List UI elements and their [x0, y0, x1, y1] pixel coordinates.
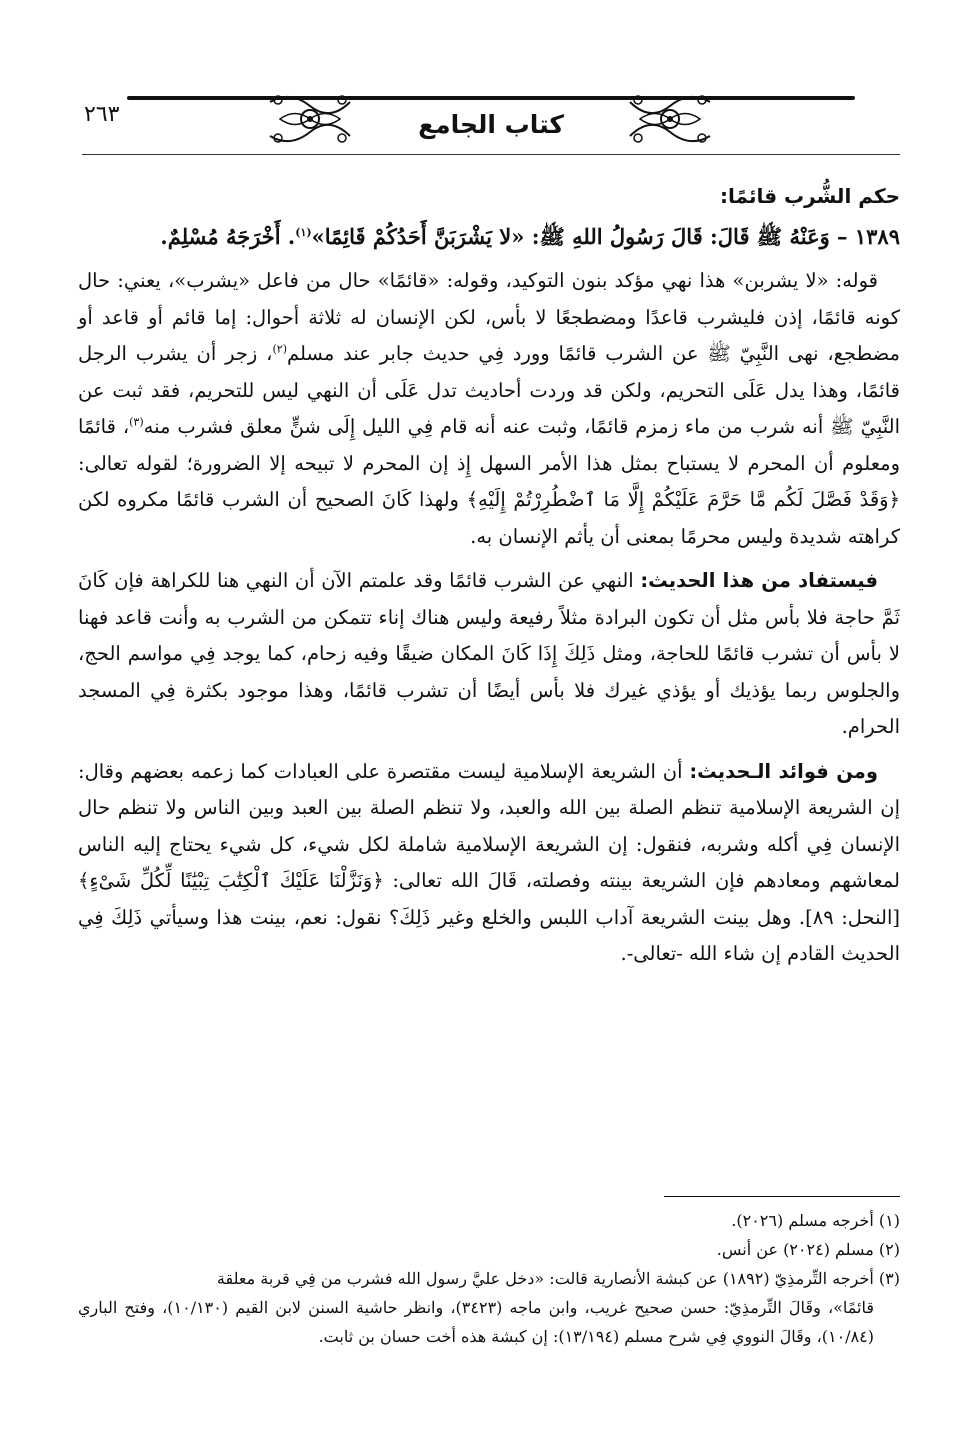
- commentary-paragraph-3: [78, 754, 900, 973]
- header-top-rule: [127, 96, 855, 100]
- commentary-paragraph-1: [78, 263, 900, 555]
- ornament-right-icon: [620, 88, 720, 150]
- header-bottom-rule: [82, 154, 900, 155]
- p3-part-b: . وهل بينت الشريعة آداب اللبس والخلع وغير ذَلِكَ؟ نقول: نعم، بينت هذا وسيأتي ذَلِكَ فِي الحديث القادم إن شاء الله -تعالى-.: [78, 905, 900, 965]
- section-heading: حكم الشُّرب قائمًا:: [720, 184, 900, 208]
- footnote-separator: [664, 1196, 900, 1197]
- p1-part-a: قوله: «لا يشربن» هذا نهي مؤكد بنون التوكيد، وقوله: «قائمًا» حال من فاعل «يشرب»، يعني: حال كونه قائمًا، إذن فليشرب قاعدًا ومضطجعًا لا بأس، لكن الإنسان له ثلاثة أحوال: إما قائم أو قاعد أو مضطجع، نهى النَّبِيّ ﷺ عن الشرب قائمًا وورد فِي حديث جابر عند مسلم: [78, 269, 900, 365]
- running-header: [82, 88, 900, 160]
- p1-part-d: ولهذا كَانَ الصحيح أن الشرب قائمًا مكروه لكن كراهته شديدة وليس محرمًا بمعنى أن يأثم الإنسان به.: [78, 488, 900, 548]
- p3-heading: ومن فوائد الـحديث:: [689, 759, 878, 783]
- footnote-2: (٢) مسلم (٢٠٢٤) عن أنس.: [716, 1240, 900, 1259]
- quran-verse-1: ﴿وَقَدْ فَصَّلَ لَكُم مَّا حَرَّمَ عَلَيْكُمْ إِلَّا مَا ٱضْطُرِرْتُمْ إِلَيْهِ﴾: [466, 488, 900, 511]
- hadith-body: ١٣٨٩ – وَعَنْهُ ﷺ قَالَ: قَالَ رَسُولُ اللهِ ﷺ: «لا يَشْرَبَنَّ أَحَدُكُمْ قَائِمًا»: [311, 223, 900, 249]
- footnote-ref-2: (٢): [272, 342, 287, 356]
- footnote-3-continued: قائمًا»، وقَالَ التِّرمذِيّ: حسن صحيح غريب، وابن ماجه (٣٤٢٣)، وانظر حاشية السنن لابن القيم (١٠/١٣٠)، وفتح الباري (١٠/٨٤)، وقَالَ النووي فِي شرح مسلم (١٣/١٩٤): إن كبشة هذه أخت حسان بن ثابت.: [78, 1298, 874, 1346]
- book-title: كتاب الجامع: [408, 110, 574, 139]
- p1-part-c: ، قائمًا ومعلوم أن المحرم لا يستباح بمثل هذا الأمر السهل إِذ إن المحرم لا تبيحه إلا الضرورة؛ لقوله تعالى:: [78, 415, 900, 475]
- hadith-source: . أَخْرَجَهُ مُسْلِمٌ.: [160, 223, 296, 249]
- hadith-text: [78, 219, 900, 256]
- p3-part-a: أن الشريعة الإسلامية ليست مقتصرة على العبادات كما زعمه بعضهم وقال: إن الشريعة الإسلامية تنظم الصلة بين الله والعبد، ولا تنظم الصلة بين العبد وبين الناس ولا تنظم حال الإنسان فِي أكله وشربه، فنقول: إن الشريعة الإسلامية شاملة لكل شيء، كل شيء يحتاج إليه الناس لمعاشهم ومعادهم فإن الشريعة بينته وفصلته، قَالَ الله تعالى:: [78, 759, 900, 892]
- footnote-ref-1: (١): [295, 225, 312, 239]
- p1-part-b: ، زجر أن يشرب الرجل قائمًا، وهذا يدل عَلَى التحريم، ولكن قد وردت أحاديث تدل عَلَى أن النهي ليس للتحريم، فقد ثبت عن النَّبِيّ ﷺ أنه شرب من ماء زمزم قائمًا، وثبت عنه أنه قام فِي الليل إِلَى شنٍّ معلق فشرب منه: [78, 342, 901, 438]
- p2-heading: فيستفاد من هذا الحديث:: [640, 569, 879, 592]
- footnote-1: (١) أخرجه مسلم (٢٠٢٦).: [731, 1211, 900, 1230]
- commentary-paragraph-2: [78, 563, 900, 746]
- page-number: ٢٦٣: [84, 102, 120, 127]
- main-text: [78, 178, 900, 981]
- footnote-3: (٣) أخرجه التِّرمذِيّ (١٨٩٢) عن كبشة الأنصارية قالت: «دخل عليَّ رسول الله فشرب من فِي قربة معلقة: [216, 1269, 900, 1288]
- p2-body: النهي عن الشرب قائمًا وقد علمتم الآن أن النهي هنا للكراهة فإن كَانَ ثَمَّ حاجة فلا بأس مثل أن تكون البرادة مثلاً رفيعة وليس هناك إناء تتمكن من الشرب به وأنت قاعد فهنا لا بأس أن تشرب قائمًا للحاجة، ومثل ذَلِكَ إِذَا كَانَ المكان ضيقًا وفيه زحام، كما يوجد فِي مواسم الحج، والجلوس ربما يؤذيك أو يؤذي غيرك فلا بأس أيضًا أن تشرب قائمًا، وهذا موجود بكثرة فِي المسجد الحرام.: [78, 569, 900, 738]
- ornament-left-icon: [260, 88, 360, 150]
- quran-verse-2: ﴿وَنَزَّلْنَا عَلَيْكَ ٱلْكِتَٰبَ تِبْيَٰنًا لِّكُلِّ شَىْءٍ﴾ [النحل: ٨٩]: [78, 869, 900, 929]
- footnote-ref-3: (٣): [129, 415, 144, 429]
- footnotes: [78, 1206, 900, 1351]
